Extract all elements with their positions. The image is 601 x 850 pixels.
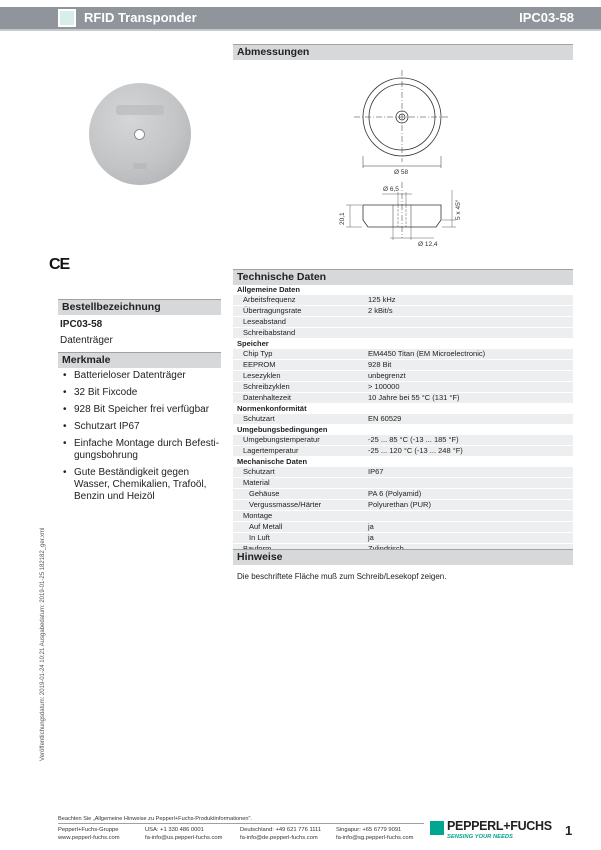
dim-label-d124: Ø 12,4 bbox=[418, 241, 438, 248]
footer-phone-germany: Deutschland: +49 621 776 1111 bbox=[240, 827, 322, 833]
product-embossing-top bbox=[116, 105, 164, 115]
dimensions-section-title: Abmessungen bbox=[233, 44, 573, 60]
tech-label: Arbeitsfrequenz bbox=[233, 295, 364, 306]
footer-col-group bbox=[58, 826, 120, 842]
tech-row bbox=[233, 478, 573, 489]
product-image bbox=[89, 83, 191, 185]
header-product-code: IPC03-58 bbox=[519, 10, 574, 25]
footer-company: Pepperl+Fuchs-Gruppe bbox=[58, 827, 119, 833]
tech-group-header bbox=[233, 404, 573, 415]
order-section-title: Bestellbezeichnung bbox=[58, 299, 221, 315]
footer-email-singapore[interactable]: fa-info@sg.pepperl-fuchs.com bbox=[336, 835, 414, 841]
tech-group-header bbox=[233, 339, 573, 350]
header-divider bbox=[0, 29, 601, 31]
tech-value: Polyurethan (PUR) bbox=[364, 500, 573, 511]
page-number: 1 bbox=[565, 823, 573, 838]
brand-slogan: SENSING YOUR NEEDS bbox=[447, 834, 513, 840]
tech-value: EN 60529 bbox=[364, 414, 573, 425]
tech-row bbox=[233, 393, 573, 404]
footer-website-link[interactable]: www.pepperl-fuchs.com bbox=[58, 835, 120, 841]
tech-group-header bbox=[233, 285, 573, 295]
dim-label-d58: Ø 58 bbox=[394, 169, 409, 176]
tech-label: Schreibzyklen bbox=[233, 382, 364, 393]
tech-value bbox=[364, 328, 573, 339]
publication-date-note: Veröffentlichungsdatum: 2019-01-24 10:21 Ausgabedatum: 2019-01-25 182182_ger.xml bbox=[40, 527, 46, 761]
tech-value bbox=[364, 317, 573, 328]
tech-label: Chip Typ bbox=[233, 349, 364, 360]
tech-value: 125 kHz bbox=[364, 295, 573, 306]
tech-row bbox=[233, 533, 573, 544]
dim-label-d65: Ø 6,5 bbox=[383, 186, 399, 193]
tech-value bbox=[364, 478, 573, 489]
footer-col-usa bbox=[145, 826, 222, 842]
tech-label: Umgebungstemperatur bbox=[233, 435, 364, 446]
features-section-title: Merkmale bbox=[58, 352, 221, 368]
tech-value bbox=[364, 511, 573, 522]
tech-row bbox=[233, 349, 573, 360]
product-embossing-bottom bbox=[133, 163, 147, 169]
tech-label: Montage bbox=[233, 511, 364, 522]
order-code: IPC03-58 bbox=[60, 319, 103, 330]
tech-data-table bbox=[233, 285, 573, 555]
product-mounting-hole bbox=[134, 129, 145, 140]
dim-label-chamfer: 5 x 45° bbox=[455, 199, 462, 220]
feature-item: • Schutzart IP67 bbox=[60, 421, 220, 433]
tech-row bbox=[233, 489, 573, 500]
tech-value: PA 6 (Polyamid) bbox=[364, 489, 573, 500]
tech-value: 10 Jahre bei 55 °C (131 °F) bbox=[364, 393, 573, 404]
tech-label: Umgebungsbedingungen bbox=[233, 425, 364, 436]
tech-label: EEPROM bbox=[233, 360, 364, 371]
hints-section-title: Hinweise bbox=[233, 549, 573, 565]
feature-item: • Gute Beständigkeit gegen Wasser, Chemikalien, Trafoöl, Benzin und Heizöl bbox=[60, 467, 220, 503]
tech-label: Gehäuse bbox=[233, 489, 364, 500]
brand-mark-icon bbox=[430, 821, 444, 835]
tech-label: Lesezyklen bbox=[233, 371, 364, 382]
footer-col-singapore bbox=[336, 826, 413, 842]
tech-label: Auf Metall bbox=[233, 522, 364, 533]
tech-row bbox=[233, 306, 573, 317]
footer-col-germany bbox=[240, 826, 321, 842]
tech-value: IP67 bbox=[364, 467, 573, 478]
tech-row bbox=[233, 328, 573, 339]
feature-item: • Einfache Montage durch Befesti-gungsbohrung bbox=[60, 438, 220, 462]
feature-item: • Batterieloser Datenträger bbox=[60, 370, 220, 382]
tech-value: > 100000 bbox=[364, 382, 573, 393]
tech-group-header bbox=[233, 457, 573, 468]
footer-note: Beachten Sie „Allgemeine Hinweise zu Pepperl+Fuchs-Produktinformationen". bbox=[58, 816, 252, 822]
footer-email-usa[interactable]: fa-info@us.pepperl-fuchs.com bbox=[145, 835, 223, 841]
order-description: Datenträger bbox=[60, 335, 113, 346]
tech-value bbox=[364, 339, 573, 350]
tech-label: Normenkonformität bbox=[233, 404, 364, 415]
features-list bbox=[60, 370, 220, 508]
tech-value: EM4450 Titan (EM Microelectronic) bbox=[364, 349, 573, 360]
page-header bbox=[0, 7, 601, 29]
footer-email-germany[interactable]: fa-info@de.pepperl-fuchs.com bbox=[240, 835, 318, 841]
ce-mark-icon: CE bbox=[49, 256, 70, 273]
tech-label: Vergussmasse/Härter bbox=[233, 500, 364, 511]
brand-name: PEPPERL+FUCHS bbox=[447, 819, 552, 833]
header-title: RFID Transponder bbox=[84, 10, 197, 25]
tech-label: Lagertemperatur bbox=[233, 446, 364, 457]
tech-label: Leseabstand bbox=[233, 317, 364, 328]
tech-row bbox=[233, 371, 573, 382]
dim-label-height: 20,1 bbox=[339, 212, 346, 225]
tech-value bbox=[364, 285, 573, 295]
tech-value: unbegrenzt bbox=[364, 371, 573, 382]
tech-value: 928 Bit bbox=[364, 360, 573, 371]
tech-value bbox=[364, 457, 573, 468]
tech-label: In Luft bbox=[233, 533, 364, 544]
tech-section-title: Technische Daten bbox=[233, 269, 573, 285]
tech-label: Material bbox=[233, 478, 364, 489]
tech-label: Mechanische Daten bbox=[233, 457, 364, 468]
tech-label: Speicher bbox=[233, 339, 364, 350]
hint-text: Die beschriftete Fläche muß zum Schreib/Lesekopf zeigen. bbox=[237, 572, 447, 581]
tech-value: ja bbox=[364, 533, 573, 544]
feature-item: • 928 Bit Speicher frei verfügbar bbox=[60, 404, 220, 416]
footer-phone-singapore: Singapur: +65 6779 9091 bbox=[336, 827, 402, 833]
dimension-drawing bbox=[332, 70, 472, 250]
tech-row bbox=[233, 382, 573, 393]
tech-label: Schutzart bbox=[233, 414, 364, 425]
tech-label: Schutzart bbox=[233, 467, 364, 478]
tech-value bbox=[364, 404, 573, 415]
tech-value: -25 ... 120 °C (-13 ... 248 °F) bbox=[364, 446, 573, 457]
tech-group-header bbox=[233, 425, 573, 436]
tech-row bbox=[233, 317, 573, 328]
feature-item: • 32 Bit Fixcode bbox=[60, 387, 220, 399]
tech-row bbox=[233, 446, 573, 457]
tech-row bbox=[233, 414, 573, 425]
tech-row bbox=[233, 360, 573, 371]
tech-value: ja bbox=[364, 522, 573, 533]
tech-label: Schreibabstand bbox=[233, 328, 364, 339]
tech-row bbox=[233, 295, 573, 306]
tech-row bbox=[233, 467, 573, 478]
tech-value: 2 kBit/s bbox=[364, 306, 573, 317]
tech-row bbox=[233, 511, 573, 522]
tech-row bbox=[233, 435, 573, 446]
tech-value bbox=[364, 425, 573, 436]
footer-phone-usa: USA: +1 330 486 0001 bbox=[145, 827, 204, 833]
tech-label: Allgemeine Daten bbox=[233, 285, 364, 295]
tech-label: Übertragungsrate bbox=[233, 306, 364, 317]
tech-row bbox=[233, 522, 573, 533]
tech-label: Datenhaltezeit bbox=[233, 393, 364, 404]
footer-divider bbox=[58, 823, 424, 824]
header-logo-box bbox=[58, 9, 76, 27]
tech-value: -25 ... 85 °C (-13 ... 185 °F) bbox=[364, 435, 573, 446]
tech-row bbox=[233, 500, 573, 511]
